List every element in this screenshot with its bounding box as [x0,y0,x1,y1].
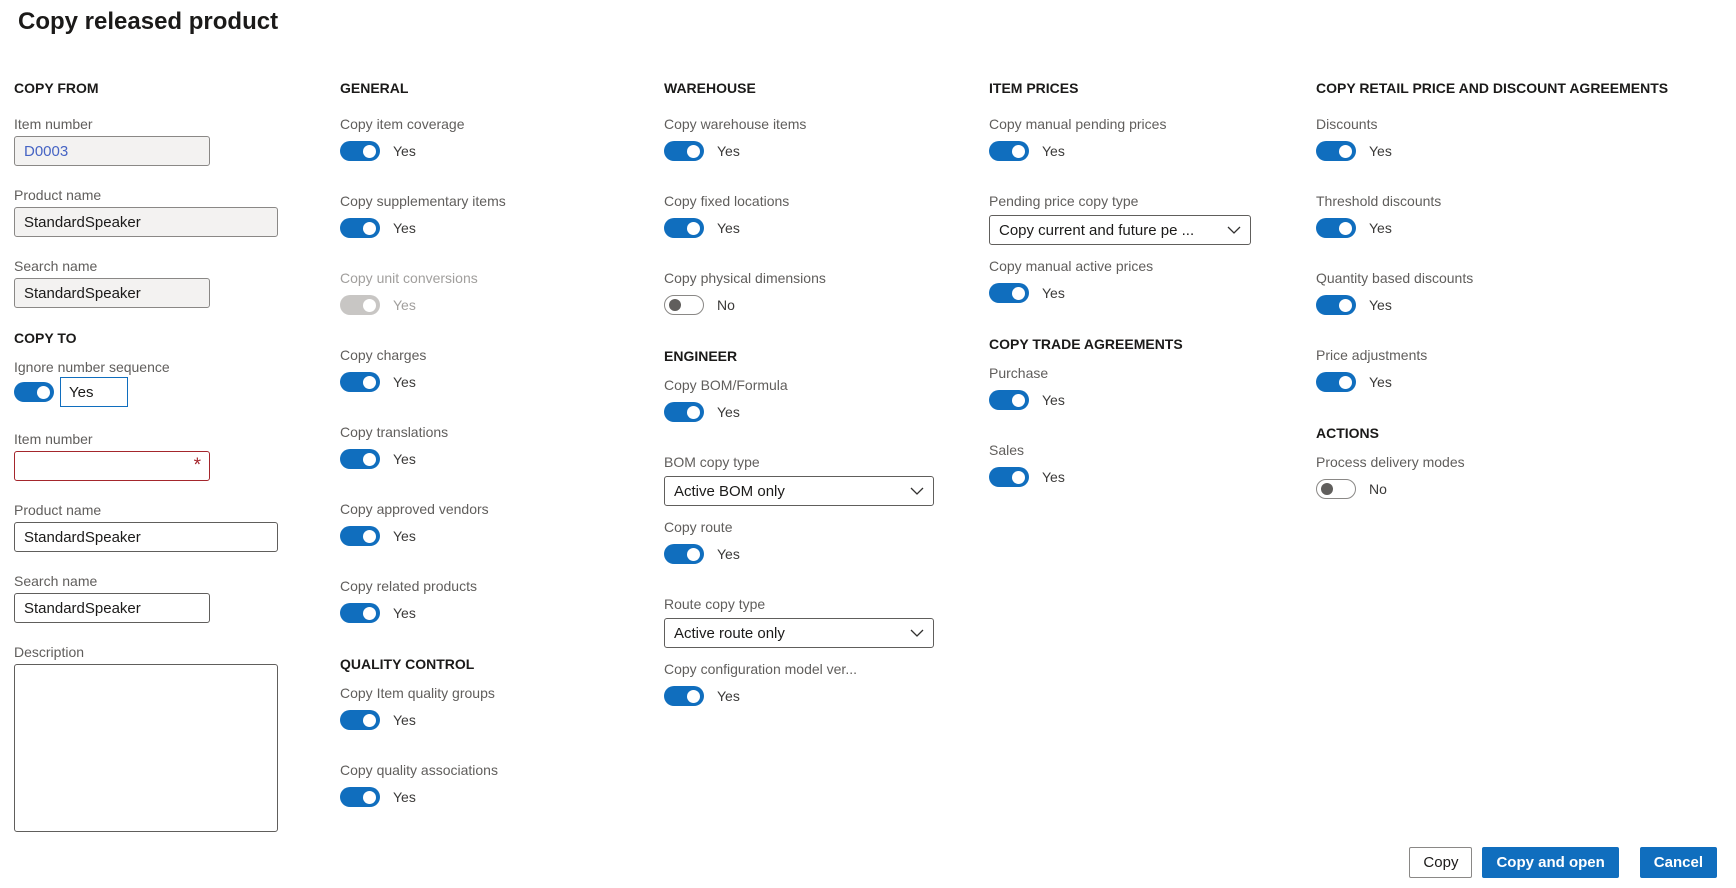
field-route-copy-type [664,595,954,648]
copy-supplementary-items-toggle[interactable] [340,218,380,238]
toggle-knob [1012,287,1025,300]
copy-from-search-name-input [14,278,210,308]
toggle-knob [363,791,376,804]
field-label: Copy approved vendors [340,501,489,517]
toggle-knob [1321,483,1333,495]
field-price-adjustments [1316,346,1726,393]
field-label: Process delivery modes [1316,454,1465,470]
field-copy-related-products [340,577,600,624]
toggle-knob [687,222,700,235]
copy-to-product-name-input[interactable] [14,522,278,552]
toggle-value: Yes [1042,285,1065,301]
ignore-number-sequence-toggle[interactable] [14,382,54,402]
field-copy-approved-vendors [340,500,600,547]
toggle-value: No [717,297,735,313]
toggle-value: Yes [1369,143,1392,159]
field-copy-manual-active-prices [989,257,1279,304]
field-label: Copy translations [340,424,449,440]
section-header-general: GENERAL [340,80,409,96]
field-copy-item-coverage [340,115,600,162]
field-label: Copy related products [340,578,477,594]
field-copy-to-search-name [14,572,299,623]
field-copy-physical-dimensions [664,269,954,316]
toggle-knob [363,453,376,466]
copy-fixed-locations-toggle[interactable] [664,218,704,238]
required-asterisk-icon: * [193,455,201,476]
field-label: Price adjustments [1316,347,1428,363]
toggle-knob [1339,145,1352,158]
field-copy-quality-associations [340,761,600,808]
field-label: Discounts [1316,116,1378,132]
toggle-knob [363,530,376,543]
column-copy-from-to [14,78,299,852]
toggle-knob [1012,145,1025,158]
chevron-down-icon [910,487,924,496]
copy-route-toggle[interactable] [664,544,704,564]
toggle-knob [1012,394,1025,407]
toggle-knob [363,714,376,727]
field-label: Copy charges [340,347,427,363]
quantity-based-discounts-toggle[interactable] [1316,295,1356,315]
toggle-knob [37,386,50,399]
copy-from-item-number-input[interactable] [14,136,210,166]
field-label: Copy manual pending prices [989,116,1167,132]
field-threshold-discounts [1316,192,1726,239]
field-ignore-number-sequence [14,358,299,407]
field-description [14,643,299,832]
copy-and-open-button[interactable]: Copy and open [1482,847,1618,878]
field-copy-to-product-name [14,501,299,552]
section-header-retail: COPY RETAIL PRICE AND DISCOUNT AGREEMENTS [1316,80,1669,96]
field-label: Threshold discounts [1316,193,1442,209]
toggle-value: Yes [1042,143,1065,159]
field-copy-configuration-model-versions [664,660,954,707]
toggle-knob [1012,471,1025,484]
description-textarea[interactable] [14,664,278,832]
copy-related-products-toggle[interactable] [340,603,380,623]
field-label: Copy supplementary items [340,193,506,209]
field-label: Sales [989,442,1025,458]
ignore-number-sequence-value: Yes [60,377,128,407]
purchase-toggle[interactable] [989,390,1029,410]
field-label: Copy item coverage [340,116,465,132]
page-title: Copy released product [18,8,279,35]
copy-item-quality-groups-toggle[interactable] [340,710,380,730]
field-copy-fixed-locations [664,192,954,239]
column-item-prices [989,78,1279,518]
column-retail-actions [1316,78,1726,530]
copy-physical-dimensions-toggle[interactable] [664,295,704,315]
section-header-warehouse: WAREHOUSE [664,80,756,96]
field-label: Item number [14,116,93,132]
toggle-knob [1339,376,1352,389]
pending-price-copy-type-select[interactable] [989,215,1251,245]
field-copy-manual-pending-prices [989,115,1279,162]
copy-manual-active-prices-toggle[interactable] [989,283,1029,303]
copy-to-search-name-input[interactable] [14,593,210,623]
route-copy-type-select[interactable] [664,618,934,648]
field-pending-price-copy-type [989,192,1279,245]
copy-bom-formula-toggle[interactable] [664,402,704,422]
chevron-down-icon [1227,226,1241,235]
field-copy-unit-conversions [340,269,600,316]
field-label: Copy configuration model ver... [664,661,857,677]
toggle-value: Yes [1042,392,1065,408]
field-copy-to-item-number [14,430,299,481]
cancel-button[interactable]: Cancel [1640,847,1717,878]
field-label: Description [14,644,85,660]
toggle-value: Yes [393,789,416,805]
section-header-actions: ACTIONS [1316,425,1379,441]
field-copy-bom-formula [664,376,954,423]
section-header-engineer: ENGINEER [664,348,738,364]
field-copy-item-quality-groups [340,684,600,731]
toggle-knob [363,607,376,620]
field-copy-translations [340,423,600,470]
column-warehouse-engineer [664,78,954,737]
toggle-value: Yes [393,143,416,159]
section-header-item-prices: ITEM PRICES [989,80,1079,96]
field-label: Item number [14,431,93,447]
threshold-discounts-toggle[interactable] [1316,218,1356,238]
section-header-copy-trade-agreements: COPY TRADE AGREEMENTS [989,336,1183,352]
toggle-value: Yes [1369,374,1392,390]
field-label: Ignore number sequence [14,359,170,375]
field-label: Copy route [664,519,733,535]
copy-approved-vendors-toggle[interactable] [340,526,380,546]
toggle-value: Yes [393,220,416,236]
toggle-value: Yes [1042,469,1065,485]
discounts-toggle[interactable] [1316,141,1356,161]
toggle-value: Yes [717,404,740,420]
field-discounts [1316,115,1726,162]
field-copy-supplementary-items [340,192,600,239]
toggle-value: Yes [393,712,416,728]
field-label: Copy physical dimensions [664,270,826,286]
toggle-knob [363,376,376,389]
toggle-value: Yes [393,297,416,313]
field-label: Purchase [989,365,1049,381]
select-value: Active route only [674,624,785,642]
toggle-value: Yes [717,688,740,704]
field-copy-from-product-name [14,186,299,237]
field-label: Route copy type [664,596,766,612]
sales-toggle[interactable] [989,467,1029,487]
copy-configuration-model-toggle[interactable] [664,686,704,706]
field-purchase [989,364,1279,411]
toggle-knob [1339,222,1352,235]
dialog-footer [1409,847,1717,878]
toggle-knob [363,145,376,158]
copy-from-product-name-input [14,207,278,237]
toggle-value: No [1369,481,1387,497]
section-header-copy-from: COPY FROM [14,80,99,96]
toggle-value: Yes [393,528,416,544]
select-value: Copy current and future pe ... [999,221,1195,239]
field-label: Copy fixed locations [664,193,790,209]
field-copy-from-item-number [14,115,299,166]
toggle-value: Yes [393,374,416,390]
section-header-copy-to: COPY TO [14,330,77,346]
toggle-value: Yes [393,605,416,621]
toggle-knob [687,145,700,158]
field-label: Copy quality associations [340,762,498,778]
field-bom-copy-type [664,453,954,506]
copy-to-item-number-input[interactable] [14,451,210,481]
field-quantity-based-discounts [1316,269,1726,316]
select-value: Active BOM only [674,482,785,500]
toggle-value: Yes [717,546,740,562]
copy-charges-toggle[interactable] [340,372,380,392]
field-copy-from-search-name [14,257,299,308]
copy-warehouse-items-toggle[interactable] [664,141,704,161]
process-delivery-modes-toggle[interactable] [1316,479,1356,499]
field-copy-warehouse-items [664,115,954,162]
copy-unit-conversions-toggle [340,295,380,315]
field-label: Copy Item quality groups [340,685,495,701]
field-label: Search name [14,573,98,589]
toggle-knob [363,299,376,312]
field-label: BOM copy type [664,454,760,470]
section-header-quality-control: QUALITY CONTROL [340,656,475,672]
price-adjustments-toggle[interactable] [1316,372,1356,392]
field-copy-charges [340,346,600,393]
toggle-knob [687,548,700,561]
copy-quality-associations-toggle[interactable] [340,787,380,807]
field-label: Copy manual active prices [989,258,1154,274]
field-label: Copy warehouse items [664,116,807,132]
copy-translations-toggle[interactable] [340,449,380,469]
field-label: Search name [14,258,98,274]
toggle-knob [363,222,376,235]
toggle-knob [669,299,681,311]
field-label: Quantity based discounts [1316,270,1474,286]
field-process-delivery-modes [1316,453,1726,500]
copy-button[interactable]: Copy [1409,847,1472,878]
chevron-down-icon [910,629,924,638]
field-label: Copy BOM/Formula [664,377,788,393]
toggle-value: Yes [717,143,740,159]
column-general [340,78,600,838]
copy-manual-pending-prices-toggle[interactable] [989,141,1029,161]
toggle-value: Yes [1369,220,1392,236]
toggle-knob [1339,299,1352,312]
toggle-knob [687,406,700,419]
copy-item-coverage-toggle[interactable] [340,141,380,161]
field-copy-route [664,518,954,565]
bom-copy-type-select[interactable] [664,476,934,506]
toggle-value: Yes [1369,297,1392,313]
field-label: Product name [14,187,102,203]
field-label: Product name [14,502,102,518]
toggle-value: Yes [717,220,740,236]
toggle-knob [687,690,700,703]
field-label: Copy unit conversions [340,270,478,286]
field-sales [989,441,1279,488]
field-label: Pending price copy type [989,193,1139,209]
toggle-value: Yes [393,451,416,467]
